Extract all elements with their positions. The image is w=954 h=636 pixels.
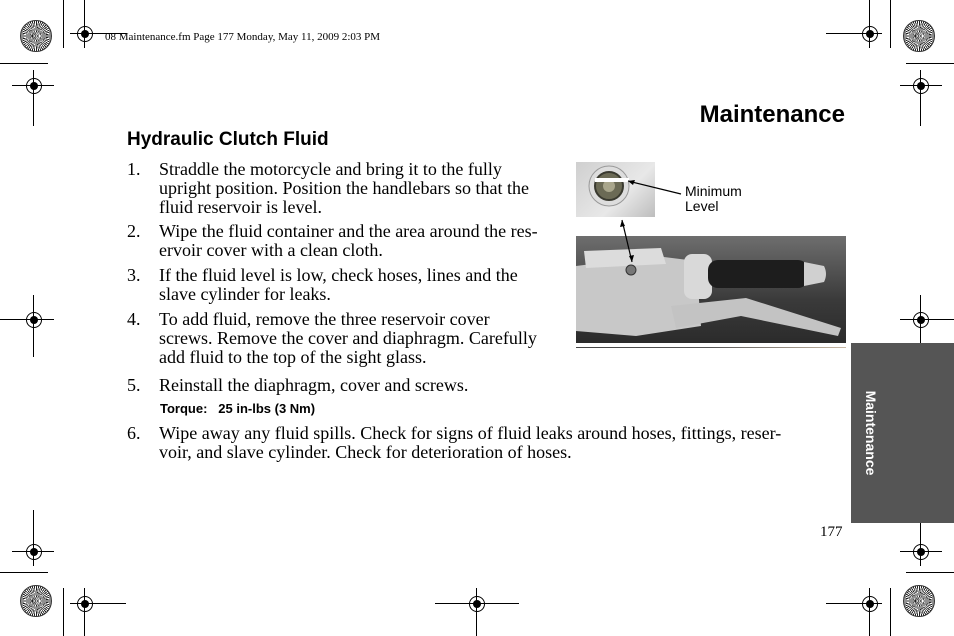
step-text: To add fluid, remove the three reservoir cover	[159, 309, 490, 329]
registration-crosshair-icon	[469, 596, 485, 612]
registration-crosshair-icon	[913, 544, 929, 560]
step-text: ervoir cover with a clean cloth.	[159, 240, 383, 260]
step-number: 6.	[127, 423, 141, 443]
step-text: voir, and slave cylinder. Check for deterioration of hoses.	[159, 442, 572, 462]
step-number: 1.	[127, 159, 141, 179]
section-title: Hydraulic Clutch Fluid	[127, 129, 329, 150]
step-text: Straddle the motorcycle and bring it to the fully	[159, 159, 502, 179]
step-number: 5.	[127, 375, 141, 395]
registration-crosshair-icon	[26, 78, 42, 94]
registration-crosshair-icon	[862, 596, 878, 612]
registration-crosshair-icon	[26, 312, 42, 328]
registration-starburst-icon	[903, 20, 935, 52]
chapter-side-tab	[851, 343, 954, 523]
step-text: Reinstall the diaphragm, cover and screws.	[159, 375, 469, 395]
figure-divider	[576, 347, 846, 348]
step-text: slave cylinder for leaks.	[159, 284, 331, 304]
step-number: 3.	[127, 265, 141, 285]
registration-starburst-icon	[20, 585, 52, 617]
registration-crosshair-icon	[26, 544, 42, 560]
side-tab-label: Maintenance	[863, 390, 879, 476]
registration-crosshair-icon	[77, 596, 93, 612]
step-text: If the fluid level is low, check hoses, lines and the	[159, 265, 518, 285]
registration-crosshair-icon	[77, 26, 93, 42]
registration-starburst-icon	[903, 585, 935, 617]
registration-crosshair-icon	[913, 312, 929, 328]
registration-crosshair-icon	[862, 26, 878, 42]
callout-arrows	[576, 162, 696, 282]
registration-starburst-icon	[20, 20, 52, 52]
step-number: 2.	[127, 221, 141, 241]
step-text: Wipe the fluid container and the area around the res-	[159, 221, 538, 241]
page-title: Maintenance	[699, 101, 845, 128]
callout-text: Minimum	[685, 183, 742, 199]
torque-spec	[160, 401, 315, 416]
step-text: screws. Remove the cover and diaphragm. Carefully	[159, 328, 537, 348]
torque-value: 25 in-lbs (3 Nm)	[218, 401, 316, 416]
page-number: 177	[820, 524, 843, 540]
step-text: fluid reservoir is level.	[159, 197, 322, 217]
torque-label: Torque:	[160, 401, 208, 416]
step-text: upright position. Position the handlebars so that the	[159, 178, 529, 198]
step-text: Wipe away any fluid spills. Check for signs of fluid leaks around hoses, fittings, reser-	[159, 423, 782, 443]
minimum-level-callout	[685, 184, 742, 214]
registration-crosshair-icon	[913, 78, 929, 94]
step-text: add fluid to the top of the sight glass.	[159, 347, 427, 367]
callout-text: Level	[685, 198, 719, 214]
file-info-header: 08 Maintenance.fm Page 177 Monday, May 11, 2009 2:03 PM	[105, 31, 381, 43]
step-number: 4.	[127, 309, 141, 329]
